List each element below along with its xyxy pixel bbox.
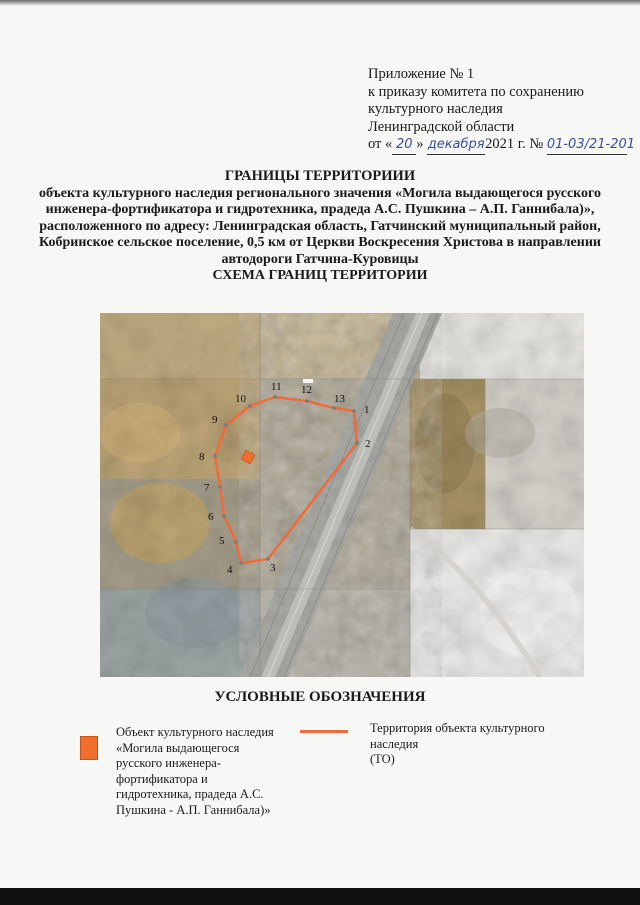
- vertex-label-3: 3: [270, 562, 276, 574]
- boundary-vertex-2: [355, 441, 359, 445]
- scheme-title: СХЕМА ГРАНИЦ ТЕРРИТОРИИ: [212, 268, 428, 283]
- vertex-label-12: 12: [301, 384, 312, 396]
- vertex-label-9: 9: [212, 414, 218, 426]
- appendix-line-1: Приложение № 1: [368, 66, 475, 82]
- aerial-map-image: [100, 313, 584, 677]
- appendix-line-4: Ленинградской области: [368, 118, 515, 135]
- boundary-vertex-13: [332, 406, 336, 410]
- vertex-label-2: 2: [365, 438, 371, 450]
- appendix-date-line: [368, 136, 636, 155]
- territory-legend-label: Территория объекта культурного наследия: [370, 721, 545, 751]
- date-year: 2021 г. №: [485, 136, 544, 152]
- boundary-vertex-4: [239, 561, 243, 565]
- vertex-label-8: 8: [199, 451, 205, 463]
- boundary-vertex-1: [352, 409, 356, 413]
- heritage-object-legend-swatch: [80, 736, 98, 760]
- appendix-header: [368, 66, 636, 155]
- boundary-vertex-11: [273, 395, 277, 399]
- vertex-label-7: 7: [204, 482, 210, 494]
- boundary-vertex-9: [224, 423, 228, 427]
- vertex-label-5: 5: [219, 535, 225, 547]
- boundary-vertex-8: [213, 454, 217, 458]
- vertex-label-1: 1: [364, 404, 370, 416]
- order-number: 01-03/21-201: [547, 136, 627, 155]
- boundary-vertex-10: [248, 404, 252, 408]
- document-title-block: [20, 168, 620, 285]
- object-description: объекта культурного наследия регионального значения «Могила выдающегося русского инженера-фортификатора и гидротехника, прадеда А.С. Пушкина – А.П. Ганнибала)», расположенного по адресу: Ленинградская область, Гатчинский муниципальный район, Кобринское сельское поселение, 0,5 км от Церкви Воскресения Христова в направлении автодороги Гатчина-Куровицы: [38, 185, 602, 267]
- date-prefix: от «: [368, 136, 393, 152]
- boundary-vertex-3: [266, 557, 270, 561]
- vertex-label-13: 13: [334, 393, 345, 405]
- map-vehicle: [303, 379, 313, 383]
- territory-legend-abbr: (ТО): [370, 752, 395, 766]
- territory-legend-text: [370, 721, 590, 768]
- territory-legend-line: [300, 730, 348, 733]
- date-day-suffix: »: [416, 136, 424, 152]
- appendix-line-3: культурного наследия: [368, 101, 503, 117]
- vertex-label-10: 10: [235, 393, 246, 405]
- date-month: декабря: [427, 136, 485, 155]
- boundary-vertex-7: [218, 485, 222, 489]
- territory-map: [100, 313, 584, 677]
- vertex-label-4: 4: [227, 564, 233, 576]
- legend-title: УСЛОВНЫЕ ОБОЗНАЧЕНИЯ: [214, 689, 426, 705]
- date-day: 20: [392, 136, 416, 155]
- heritage-object-legend-text: Объект культурного наследия «Могила выдающегося русского инженера-фортификатора и гидротехника, прадеда А.С. Пушкина - А.П. Ганнибала)»: [116, 725, 274, 817]
- boundary-vertex-5: [234, 540, 238, 544]
- document-title: ГРАНИЦЫ ТЕРРИТОРИИИ: [224, 168, 416, 184]
- boundary-vertex-6: [222, 514, 226, 518]
- appendix-line-2: к приказу комитета по сохранению: [368, 83, 585, 100]
- boundary-vertex-12: [305, 399, 309, 403]
- scan-edge-bottom: [0, 888, 640, 905]
- vertex-label-6: 6: [208, 511, 214, 523]
- vertex-label-11: 11: [271, 381, 282, 393]
- scan-edge-top: [0, 0, 640, 6]
